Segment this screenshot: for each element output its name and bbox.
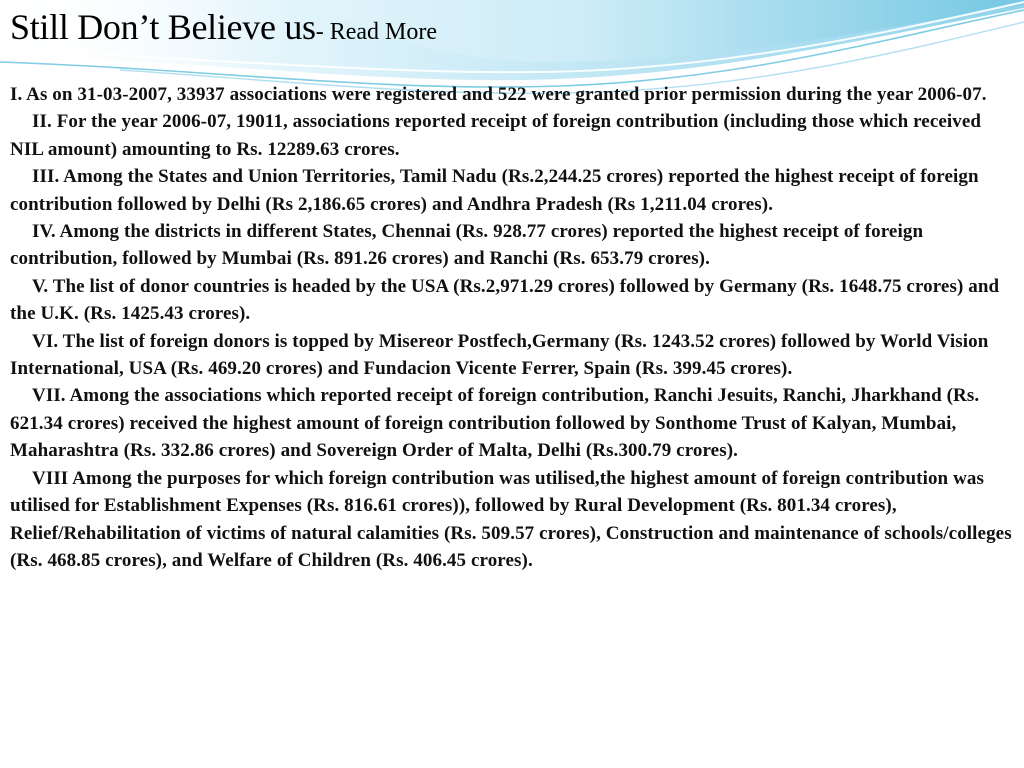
- paragraph-4: IV. Among the districts in different States, Chennai (Rs. 928.77 crores) reported the highest receipt of foreign contribution, followed by Mumbai (Rs. 891.26 crores) and Ranchi (Rs. 653.79 crores).: [10, 221, 924, 270]
- paragraph-8: VIII Among the purposes for which foreign contribution was utilised,the highest amount of foreign contribution was utilised for Establishment Expenses (Rs. 816.61 crores)), followed by Rural Development (Rs. 801.34 crores), Relief/Rehabilitation of victims of natural calamities (Rs. 509.57 crores), Construction and maintenance of schools/colleges (Rs. 468.85 crores), and Welfare of Children (Rs. 406.45 crores).: [10, 467, 1012, 571]
- slide-title: [10, 6, 437, 48]
- slide-body: [10, 81, 1014, 574]
- paragraph-1: I. As on 31-03-2007, 33937 associations were registered and 522 were granted prior permission during the year 2006-07.: [10, 84, 987, 105]
- paragraph-2: II. For the year 2006-07, 19011, associations reported receipt of foreign contribution (including those which received NIL amount) amounting to Rs. 12289.63 crores.: [10, 111, 982, 160]
- paragraph-3: III. Among the States and Union Territories, Tamil Nadu (Rs.2,244.25 crores) reported the highest receipt of foreign contribution followed by Delhi (Rs 2,186.65 crores) and Andhra Pradesh (Rs 1,211.04 crores).: [10, 166, 979, 215]
- paragraph-6: VI. The list of foreign donors is topped by Misereor Postfech,Germany (Rs. 1243.52 crores) followed by World Vision International, USA (Rs. 469.20 crores) and Fundacion Vicente Ferrer, Spain (Rs. 399.45 crores).: [10, 330, 989, 380]
- title-read-more: - Read More: [315, 19, 438, 45]
- paragraph-5: V. The list of donor countries is headed by the USA (Rs.2,971.29 crores) followed by Germany (Rs. 1648.75 crores) and the U.K. (Rs. 1425.43 crores).: [10, 275, 1000, 325]
- title-main: Still Don’t Believe us: [10, 7, 316, 47]
- paragraph-7: VII. Among the associations which reported receipt of foreign contribution, Ranchi Jesuits, Ranchi, Jharkhand (Rs. 621.34 crores) received the highest amount of foreign contribution followed by Sonthome Trust of Kalyan, Mumbai, Maharashtra (Rs. 332.86 crores) and Sovereign Order of Malta, Delhi (Rs.300.79 crores).: [10, 385, 980, 462]
